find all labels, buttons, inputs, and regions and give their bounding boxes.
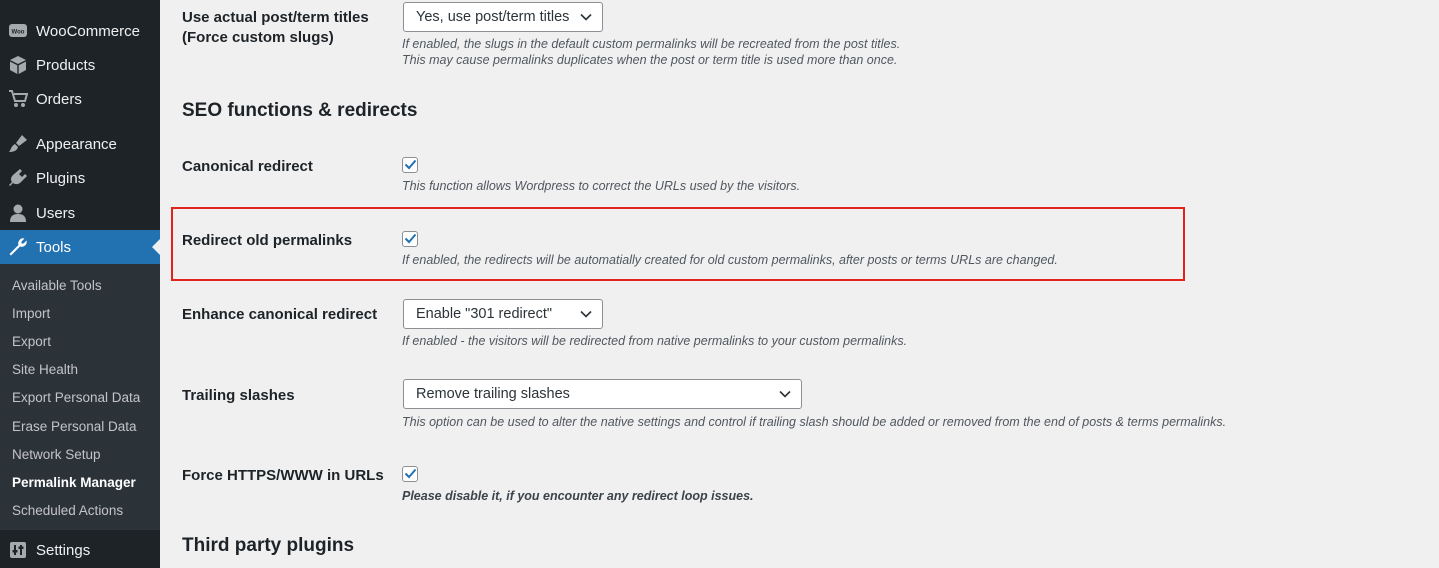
tools-submenu bbox=[0, 264, 160, 530]
submenu-scheduled-actions[interactable]: Scheduled Actions bbox=[12, 503, 124, 518]
third-party-section-title: Third party plugins bbox=[182, 535, 355, 556]
use-titles-select[interactable] bbox=[403, 2, 603, 32]
redirect-old-permalinks-checkbox[interactable] bbox=[402, 231, 418, 247]
checkmark-icon bbox=[402, 156, 419, 173]
submenu-network-setup[interactable]: Network Setup bbox=[12, 447, 101, 462]
paintbrush-icon bbox=[0, 134, 36, 154]
wrench-icon bbox=[0, 237, 36, 257]
svg-text:Woo: Woo bbox=[11, 29, 25, 36]
force-https-label: Force HTTPS/WWW in URLs bbox=[182, 467, 384, 484]
menu-label: Settings bbox=[36, 541, 91, 559]
trailing-slashes-label: Trailing slashes bbox=[182, 387, 295, 404]
submenu-available-tools[interactable]: Available Tools bbox=[12, 278, 102, 293]
menu-item-woocommerce[interactable] bbox=[0, 14, 160, 48]
menu-item-orders[interactable] bbox=[0, 82, 160, 116]
use-titles-desc-line2: This may cause permalinks duplicates when the post or term title is used more than once. bbox=[402, 53, 898, 67]
canonical-redirect-checkbox[interactable] bbox=[402, 157, 418, 173]
submenu-site-health[interactable]: Site Health bbox=[12, 362, 79, 377]
submenu-export-personal-data[interactable]: Export Personal Data bbox=[12, 390, 141, 405]
canonical-redirect-label: Canonical redirect bbox=[182, 158, 313, 175]
menu-label: Appearance bbox=[36, 135, 117, 153]
checkmark-icon bbox=[402, 230, 419, 247]
menu-label: Tools bbox=[36, 238, 72, 256]
menu-label: Orders bbox=[36, 90, 82, 108]
submenu-export[interactable]: Export bbox=[12, 334, 52, 349]
menu-item-appearance[interactable] bbox=[0, 127, 160, 161]
chevron-down-icon bbox=[779, 389, 791, 399]
seo-section-title: SEO functions & redirects bbox=[182, 100, 418, 121]
menu-item-settings[interactable] bbox=[0, 533, 160, 567]
force-https-checkbox[interactable] bbox=[402, 466, 418, 482]
admin-sidebar bbox=[0, 0, 160, 568]
trailing-slashes-description: This option can be used to alter the native settings and control if trailing slash should be added or removed from the end of posts & terms permalinks. bbox=[402, 415, 1227, 429]
plugin-icon bbox=[0, 168, 36, 188]
menu-item-plugins[interactable] bbox=[0, 161, 160, 195]
menu-item-users[interactable] bbox=[0, 196, 160, 230]
menu-item-tools[interactable] bbox=[0, 230, 160, 264]
chevron-down-icon bbox=[580, 12, 592, 22]
menu-label: Products bbox=[36, 56, 96, 74]
force-https-description: Please disable it, if you encounter any redirect loop issues. bbox=[402, 489, 754, 503]
chevron-down-icon bbox=[580, 309, 592, 319]
trailing-slashes-select[interactable] bbox=[403, 379, 802, 409]
redirect-old-permalinks-description: If enabled, the redirects will be automatially created for old custom permalinks, after posts or terms URLs are changed. bbox=[402, 253, 1058, 267]
box-icon bbox=[0, 55, 36, 75]
menu-label: Plugins bbox=[36, 169, 86, 187]
menu-label: Users bbox=[36, 204, 76, 222]
trailing-slashes-select-value: Remove trailing slashes bbox=[416, 386, 570, 402]
redirect-old-permalinks-label: Redirect old permalinks bbox=[182, 232, 353, 249]
checkmark-icon bbox=[402, 465, 419, 482]
enhance-canonical-select-value: Enable "301 redirect" bbox=[416, 306, 553, 322]
submenu-erase-personal-data[interactable]: Erase Personal Data bbox=[12, 419, 137, 434]
menu-label: WooCommerce bbox=[36, 22, 140, 40]
user-icon bbox=[0, 203, 36, 223]
enhance-canonical-description: If enabled - the visitors will be redirected from native permalinks to your custom permalinks. bbox=[402, 334, 908, 348]
menu-item-products[interactable] bbox=[0, 48, 160, 82]
use-titles-label-line1: Use actual post/term titles bbox=[182, 9, 369, 26]
cart-icon bbox=[0, 89, 36, 109]
submenu-import[interactable]: Import bbox=[12, 306, 51, 321]
settings-sliders-icon bbox=[0, 540, 36, 560]
use-titles-label-line2: (Force custom slugs) bbox=[182, 29, 334, 46]
canonical-redirect-description: This function allows Wordpress to correct the URLs used by the visitors. bbox=[402, 179, 801, 193]
woocommerce-icon bbox=[0, 21, 36, 41]
submenu-permalink-manager[interactable]: Permalink Manager bbox=[12, 475, 136, 490]
use-titles-description bbox=[402, 36, 900, 68]
use-titles-select-value: Yes, use post/term titles bbox=[416, 9, 570, 25]
use-titles-label bbox=[182, 8, 369, 48]
enhance-canonical-label: Enhance canonical redirect bbox=[182, 306, 378, 323]
enhance-canonical-select[interactable] bbox=[403, 299, 603, 329]
use-titles-desc-line1: If enabled, the slugs in the default custom permalinks will be recreated from the post titles. bbox=[402, 37, 901, 51]
